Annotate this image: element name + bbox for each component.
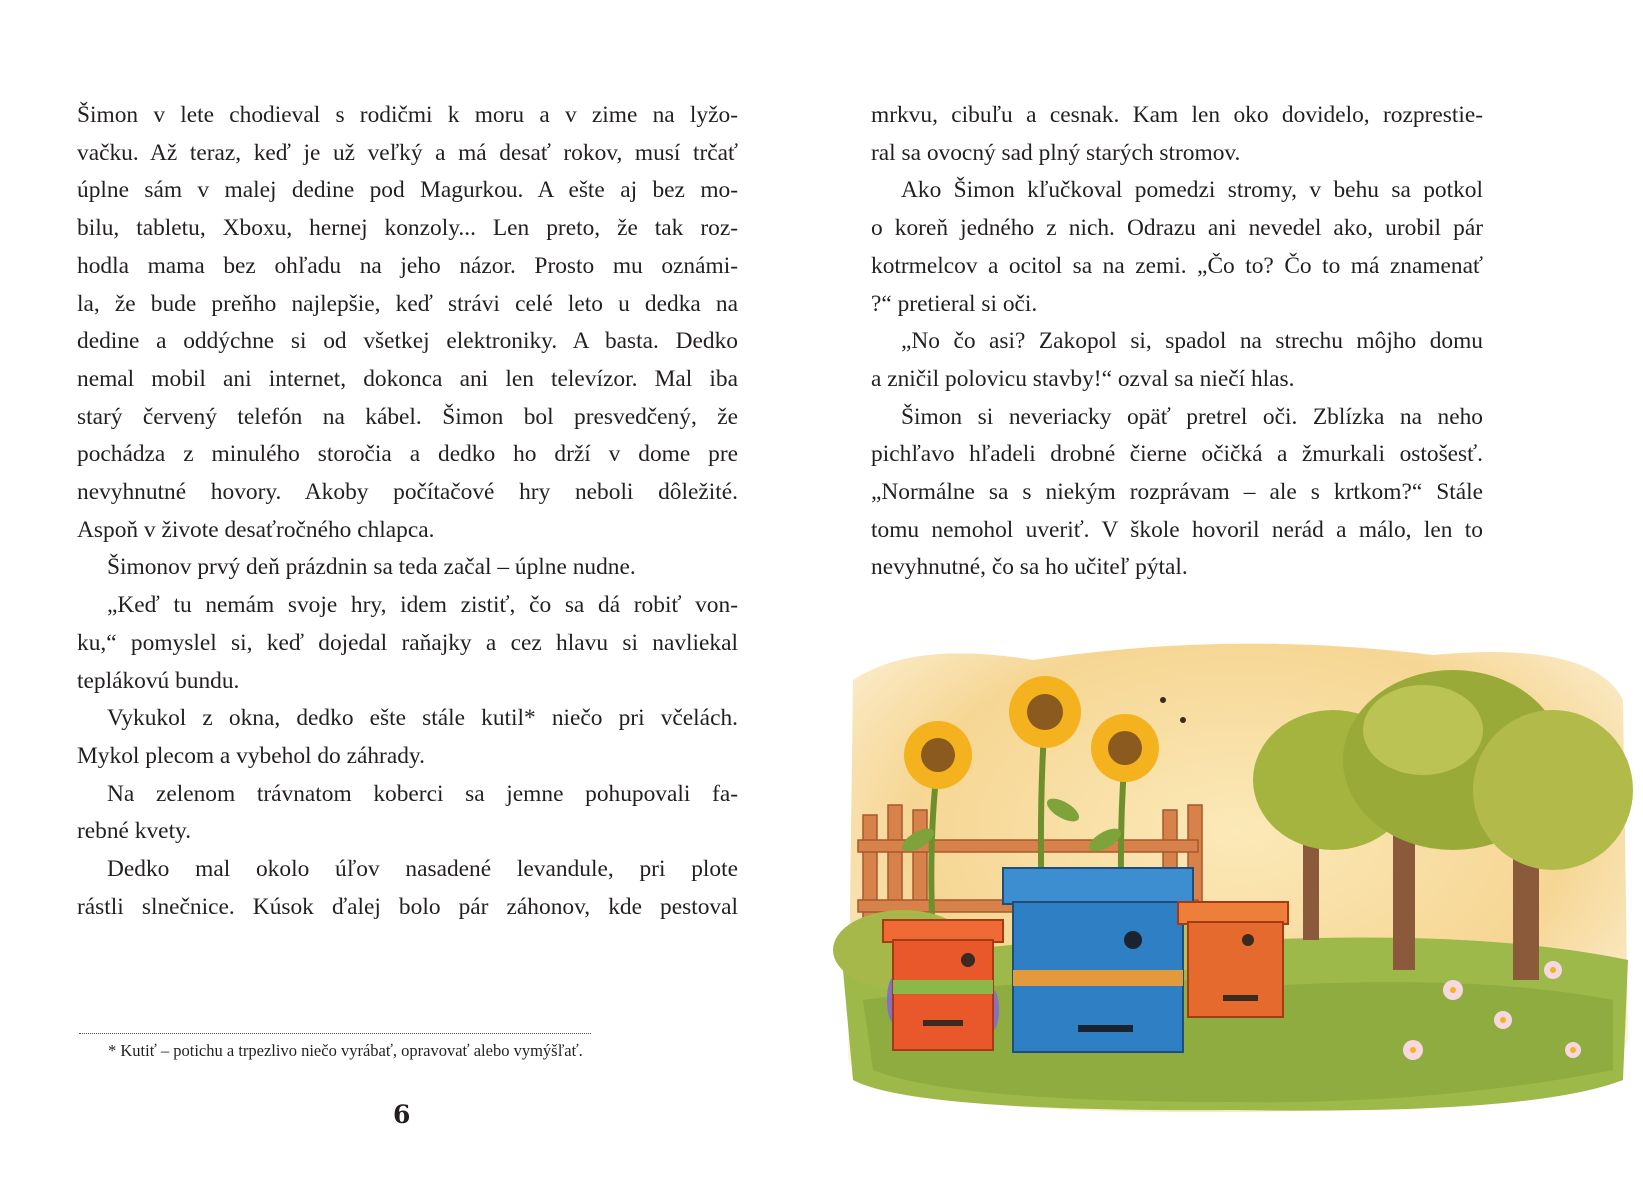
footnote: * Kutiť – potichu a trpezlivo niečo vyrábať, opravovať alebo vymýšľať. <box>108 1041 583 1060</box>
text-line: starý červený telefón na kábel. Šimon bol presvedčený, že <box>77 403 738 430</box>
text-line: dedine a oddýchne si od všetkej elektroniky. A basta. Dedko <box>77 328 738 355</box>
text-line: Vykukol z okna, dedko ešte stále kutil* niečo pri včelách. <box>107 705 738 732</box>
text-line: Šimon si neveriacky opäť pretrel oči. Zblízka na neho <box>901 403 1483 430</box>
text-line: teplákovú bundu. <box>77 667 240 694</box>
left-page <box>0 0 820 1181</box>
text-line: nemal mobil ani internet, dokonca ani len televízor. Mal iba <box>77 365 738 392</box>
text-line: rástli slnečnice. Kúsok ďalej bolo pár záhonov, kde pestoval <box>77 893 738 920</box>
right-page <box>821 0 1643 1181</box>
text-line: kotrmelcov a ocitol sa na zemi. „Čo to? Čo to má znamenať <box>871 252 1483 279</box>
text-line: „No čo asi? Zakopol si, spadol na strechu môjho domu <box>901 328 1483 355</box>
text-line: la, že bude preňho najlepšie, keď strávi celé leto u dedka na <box>77 290 738 317</box>
text-line: a zničil polovicu stavby!“ ozval sa niečí hlas. <box>871 365 1295 392</box>
text-line: mrkvu, cibuľu a cesnak. Kam len oko dovidelo, rozprestie- <box>871 102 1483 128</box>
text-line: „Normálne sa s niekým rozprávam – ale s krtkom?“ Stále <box>871 479 1483 506</box>
text-line: tomu nemohol uveriť. V škole hovoril nerád a málo, len to <box>871 516 1483 543</box>
text-line: Aspoň v živote desaťročného chlapca. <box>77 516 435 543</box>
text-line: Na zelenom trávnatom koberci sa jemne pohupovali fa- <box>107 780 738 807</box>
text-line: hodla mama bez ohľadu na jeho názor. Prosto mu oznámi- <box>77 252 738 279</box>
text-line: nevyhnutné, čo sa ho učiteľ pýtal. <box>871 554 1188 581</box>
orange-beehive-left <box>883 920 1003 1050</box>
text-line: rebné kvety. <box>77 818 192 845</box>
text-line: Mykol plecom a vybehol do záhrady. <box>77 742 425 769</box>
text-line: o koreň jedného z nich. Odrazu ani nevedel ako, urobil pár <box>871 215 1483 242</box>
footnote-divider <box>79 1033 591 1034</box>
text-line: pochádza z minulého storočia a dedko ho drží v dome pre <box>77 441 738 468</box>
page-number: 6 <box>393 1100 411 1129</box>
text-line: bilu, tabletu, Xboxu, hernej konzoly... Len preto, že tak roz- <box>77 215 738 242</box>
text-line: ral sa ovocný sad plný starých stromov. <box>871 139 1241 166</box>
orange-beehive-right <box>1178 902 1288 1017</box>
text-line: Ako Šimon kľučkoval pomedzi stromy, v behu sa potkol <box>901 177 1483 204</box>
text-line: úplne sám v malej dedine pod Magurkou. A ešte aj bez mo- <box>77 177 738 204</box>
text-line: Šimon v lete chodieval s rodičmi k moru a v zime na lyžo- <box>77 102 738 128</box>
text-line: Šimonov prvý deň prázdnin sa teda začal – úplne nudne. <box>107 554 636 581</box>
right-body-text <box>871 97 1483 587</box>
text-line: „Keď tu nemám svoje hry, idem zistiť, čo sa dá robiť von- <box>107 592 738 619</box>
text-line: ?“ pretieral si oči. <box>871 290 1038 317</box>
text-line: nevyhnutné hovory. Akoby počítačové hry neboli dôležité. <box>77 479 738 506</box>
text-line: Dedko mal okolo úľov nasadené levandule, pri plote <box>107 856 738 883</box>
text-line: vačku. Až teraz, keď je už veľký a má desať rokov, musí trčať <box>77 139 738 166</box>
text-line: ku,“ pomyslel si, keď dojedal raňajky a cez hlavu si navliekal <box>77 629 738 656</box>
beehive-garden-illustration <box>833 640 1633 1120</box>
blue-beehive-center <box>1003 868 1193 1052</box>
text-line: pichľavo hľadeli drobné čierne očičká a žmurkali ostošesť. <box>871 441 1483 468</box>
left-body-text <box>77 97 738 926</box>
